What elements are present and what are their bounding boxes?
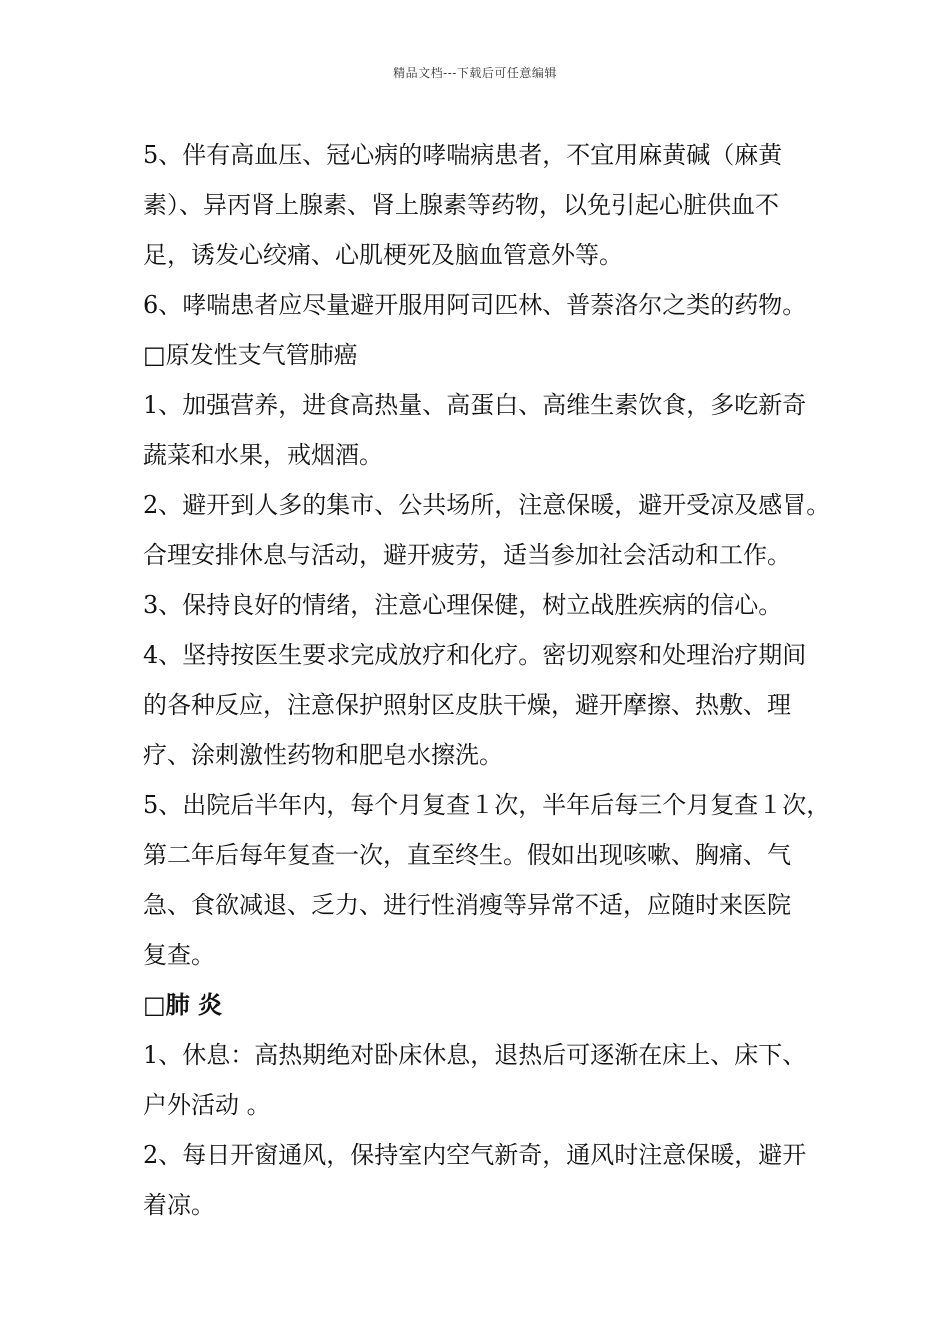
paragraph-line: 合理安排休息与活动，避开疲劳，适当参加社会活动和工作。 <box>143 541 791 569</box>
paragraph-line: 2、每日开窗通风，保持室内空气新奇，通风时注意保暖，避开 <box>143 1141 807 1169</box>
paragraph-line: 3、保持良好的情绪，注意心理保健，树立战胜疾病的信心。 <box>143 591 783 619</box>
paragraph-line: 疗、涂刺激性药物和肥皂水擦洗。 <box>143 741 503 769</box>
paragraph-line: 着凉。 <box>143 1191 215 1219</box>
paragraph-line: 急、食欲减退、乏力、进行性消瘦等异常不适，应随时来医院 <box>143 891 791 919</box>
paragraph-line: 户外活动 。 <box>143 1091 271 1119</box>
paragraph-line: 1、休息：高热期绝对卧床休息，退热后可逐渐在床上、床下、 <box>143 1041 807 1069</box>
paragraph-line: 素）、异丙肾上腺素、肾上腺素等药物，以免引起心脏供血不 <box>143 191 779 219</box>
paragraph-line: 复查。 <box>143 941 215 969</box>
paragraph-line: 6、哮喘患者应尽量避开服用阿司匹林、普萘洛尔之类的药物。 <box>143 291 807 319</box>
paragraph-line: 2、避开到人多的集市、公共场所，注意保暖，避开受凉及感冒。 <box>143 491 831 519</box>
paragraph-line: 蔬菜和水果，戒烟酒。 <box>143 441 383 469</box>
section-heading-lung-cancer: □原发性支气管肺癌 <box>143 341 358 369</box>
document-body <box>143 130 833 1230</box>
paragraph-line: 1、加强营养，进食高热量、高蛋白、高维生素饮食，多吃新奇 <box>143 391 807 419</box>
paragraph-line: 的各种反应，注意保护照射区皮肤干燥，避开摩擦、热敷、理 <box>143 691 791 719</box>
paragraph-line: 4、坚持按医生要求完成放疗和化疗。密切观察和处理治疗期间 <box>143 641 807 669</box>
section-heading-pneumonia: □肺 炎 <box>143 990 223 1019</box>
paragraph-line: 5、伴有高血压、冠心病的哮喘病患者，不宜用麻黄碱（麻黄 <box>143 141 783 169</box>
paragraph-line: 5、出院后半年内，每个月复查１次，半年后每三个月复查１次， <box>143 791 831 819</box>
page-header: 精品文档---下载后可任意编辑 <box>393 66 557 80</box>
paragraph-line: 足，诱发心绞痛、心肌梗死及脑血管意外等。 <box>143 241 623 269</box>
paragraph-line: 第二年后每年复查一次，直至终生。假如出现咳嗽、胸痛、气 <box>143 841 791 869</box>
